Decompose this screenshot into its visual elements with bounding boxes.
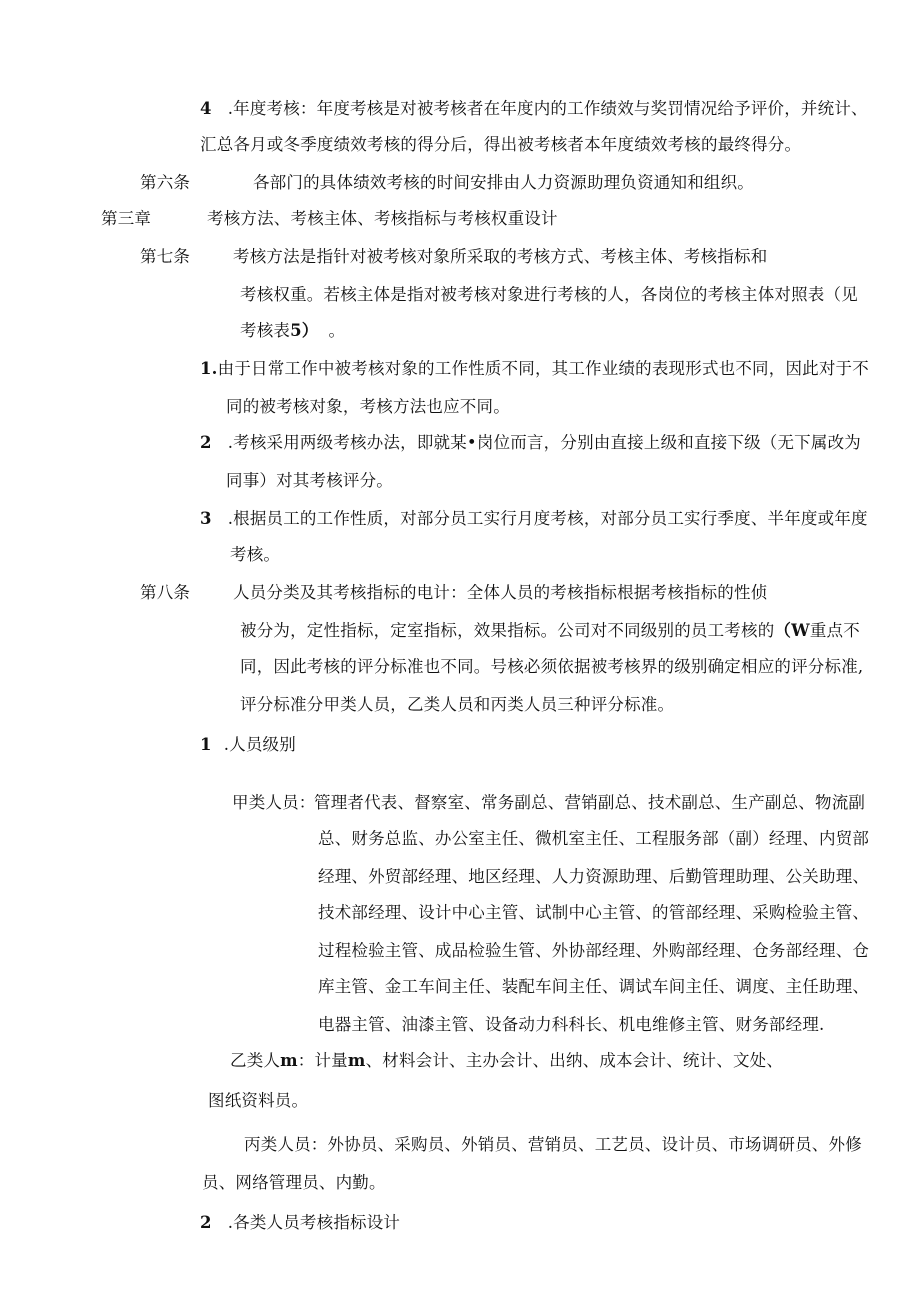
- article-6-label: 第六条: [140, 173, 191, 192]
- item-2-text-1: .考核采用两级考核办法，即就某•岗位而言，分别由直接上级和直接下级（无下属改为: [227, 433, 861, 452]
- item-2-number: 2: [200, 433, 212, 452]
- article-7-line-3: [240, 320, 345, 342]
- item-1-text-1: 由于日常工作中被考核对象的工作性质不同，其工作业绩的表现形式也不同，因此对于不: [217, 359, 869, 378]
- class-b-text-1: 、材料会计、主办会计、出纳、成本会计、统计、文处、: [365, 1051, 784, 1070]
- class-b-label-4: m: [347, 1051, 366, 1070]
- chapter-3-title: 考核方法、考核主体、考核指标与考核权重设计: [207, 209, 558, 228]
- article-8-line-2-c: 重点不: [809, 621, 860, 640]
- item-1-line-1: [200, 358, 869, 380]
- article-7-line-2: 考核权重。若核主体是指对被考核对象进行考核的人，各岗位的考核主体对照表（见: [240, 285, 858, 304]
- article-8-line-3: 同，因此考核的评分标准也不同。号核必须依据被考核界的级别确定相应的评分标准,: [240, 657, 864, 676]
- class-b-line-2: 图纸资料员。: [208, 1091, 309, 1110]
- article-7-line-3-b: 5）: [290, 321, 319, 340]
- section-2-heading: [200, 1212, 400, 1234]
- article-8-line-1: 人员分类及其考核指标的电计：全体人员的考核指标根据考核指标的性侦: [233, 583, 768, 602]
- section-2-number: 2: [200, 1213, 212, 1232]
- section-1-title: .人员级别: [223, 735, 296, 754]
- article-7-line-3-a: 考核表: [240, 321, 291, 340]
- item-3-line-2: 考核。: [230, 545, 281, 564]
- class-a-line-3: 经理、外贸部经理、地区经理、人力资源助理、后勤管理助理、公关助理、: [318, 867, 870, 886]
- item-4-text-1: .年度考核：年度考核是对被考核者在年度内的工作绩效与奖罚情况给予评价，并统计、: [227, 99, 868, 118]
- class-b-line-1: [230, 1050, 783, 1072]
- section-1-number: 1: [200, 735, 212, 754]
- item-2-line-2: 同事）对其考核评分。: [226, 471, 393, 490]
- item-4-line-1: [200, 98, 868, 120]
- class-c-line-1: 丙类人员：外协员、采购员、外销员、营销员、工艺员、设计员、市场调研员、外修: [244, 1135, 862, 1154]
- article-8-label: 第八条: [140, 583, 191, 602]
- item-3-text-1: .根据员工的工作性质，对部分员工实行月度考核，对部分员工实行季度、半年度或年度: [227, 509, 868, 528]
- class-b-label-3: ：计量: [297, 1051, 348, 1070]
- section-1-heading: [200, 734, 296, 756]
- article-8-line-2-b: （W: [774, 621, 810, 640]
- article-6-text: 各部门的具体绩效考核的时间安排由人力资源助理负资通知和组织。: [253, 173, 754, 192]
- class-a-line-4: 技术部经理、设计中心主管、试制中心主管、的管部经理、采购检验主管、: [318, 903, 870, 922]
- article-8-line-4: 评分标准分甲类人员，乙类人员和丙类人员三种评分标准。: [240, 695, 675, 714]
- class-c-line-2: 员、网络管理员、内勤。: [202, 1173, 386, 1192]
- class-a-line-7: 电器主管、油漆主管、设备动力科科长、机电维修主管、财务部经理.: [318, 1015, 825, 1034]
- class-a-line-1: 管理者代表、督察室、常务副总、营销副总、技术副总、生产副总、物流副: [314, 793, 866, 812]
- class-b-label-2: m: [280, 1051, 298, 1070]
- item-4-line-2: 汇总各月或冬季度绩效考核的得分后，得出被考核者本年度绩效考核的最终得分。: [200, 135, 802, 154]
- item-1-number: 1.: [200, 359, 218, 378]
- class-a-line-5: 过程检验主管、成品检验生管、外协部经理、外购部经理、仓务部经理、仓: [318, 941, 870, 960]
- item-1-line-2: 同的被考核对象，考核方法也应不同。: [226, 397, 510, 416]
- class-a-label: 甲类人员：: [232, 793, 316, 812]
- article-8-line-2-a: 被分为，定性指标，定室指标，效果指标。公司对不同级别的员工考核的: [240, 621, 775, 640]
- class-a-line-2: 总、财务总监、办公室主任、微机室主任、工程服务部（副）经理、内贸部: [318, 829, 870, 848]
- item-3-line-1: [200, 508, 868, 530]
- item-4-number: 4: [200, 99, 212, 118]
- class-b-label-1: 乙类人: [230, 1051, 281, 1070]
- article-7-line-1: 考核方法是指针对被考核对象所采取的考核方式、考核主体、考核指标和: [233, 247, 768, 266]
- chapter-3-label: 第三章: [101, 209, 152, 228]
- class-a-line-6: 库主管、金工车间主任、装配车间主任、调试车间主任、调度、主任助理、: [318, 977, 870, 996]
- section-2-title: .各类人员考核指标设计: [227, 1213, 401, 1232]
- article-7-label: 第七条: [140, 247, 191, 266]
- article-7-line-3-c: 。: [328, 321, 346, 340]
- item-2-line-1: [200, 432, 861, 454]
- article-8-line-2: [240, 620, 860, 642]
- item-3-number: 3: [200, 509, 212, 528]
